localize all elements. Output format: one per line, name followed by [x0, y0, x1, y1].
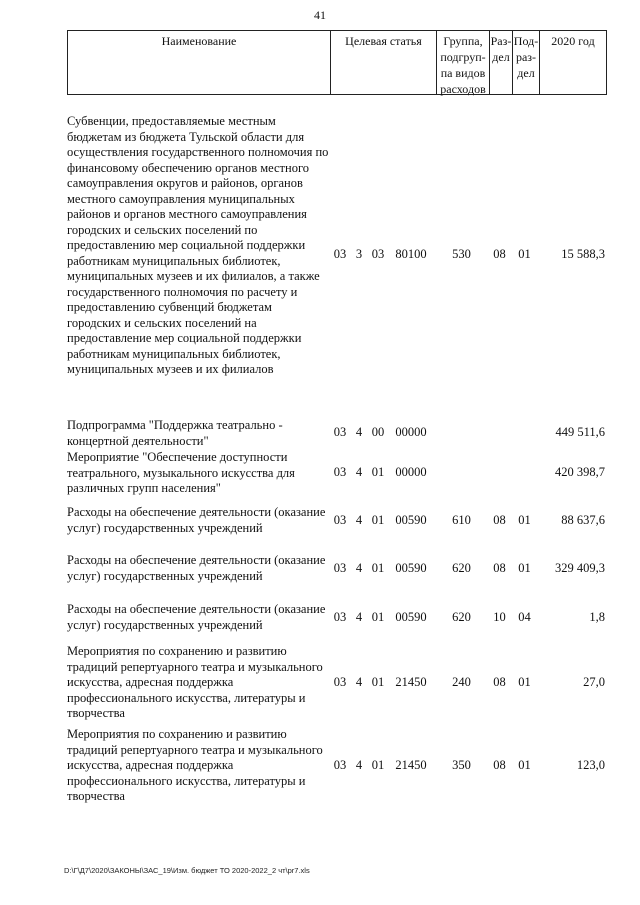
amount: 420 398,7	[555, 465, 605, 479]
target-code-program: 03	[333, 513, 347, 527]
header-target-article: Целевая статья	[330, 31, 436, 94]
subsection: 01	[518, 247, 531, 261]
table-row	[67, 114, 607, 404]
row-name: Мероприятия по сохранению и развитию традиций репертуарного театра и музыкального искусства, адресная поддержка профессионального искусства, литературы и творчества	[67, 727, 323, 803]
target-code-subprogram: 4	[355, 610, 363, 624]
header-group-line: подгруп-	[440, 50, 486, 64]
target-code-program: 03	[333, 247, 347, 261]
target-code-subprogram: 4	[355, 425, 363, 439]
subsection: 04	[518, 610, 531, 624]
amount: 123,0	[576, 758, 605, 772]
table-header	[67, 30, 607, 95]
row-name: Мероприятия по сохранению и развитию традиций репертуарного театра и музыкального искусства, адресная поддержка профессионального искусства, литературы и творчества	[67, 644, 323, 720]
amount: 15 588,3	[561, 247, 605, 261]
header-section-line: Раз-	[490, 34, 512, 48]
table-row	[67, 505, 607, 537]
header-subsection-line: раз-	[515, 50, 537, 64]
target-code-event: 01	[371, 561, 385, 575]
header-year: 2020 год	[539, 31, 606, 94]
target-code-program: 03	[333, 610, 347, 624]
target-code-direction: 80100	[395, 247, 427, 261]
expense-group: 620	[452, 561, 471, 575]
target-code-event: 00	[371, 425, 385, 439]
table-row	[67, 418, 607, 450]
section: 08	[493, 561, 506, 575]
section: 08	[493, 513, 506, 527]
row-name: Подпрограмма "Поддержка театрально - концертной деятельности"	[67, 418, 283, 448]
row-name: Расходы на обеспечение деятельности (оказание услуг) государственных учреждений	[67, 602, 326, 632]
target-code-event: 01	[371, 675, 385, 689]
table-row	[67, 553, 607, 585]
target-code-direction: 00590	[395, 610, 427, 624]
expense-group: 350	[452, 758, 471, 772]
row-name: Мероприятие "Обеспечение доступности театрального, музыкального искусства для различных групп населения"	[67, 450, 295, 495]
subsection: 01	[518, 758, 531, 772]
target-code-event: 01	[371, 513, 385, 527]
table-row	[67, 644, 607, 724]
row-name: Субвенции, предоставляемые местным бюджетам из бюджета Тульской области для осуществления государственного полномочия по финансовому обеспечению органов местного самоуправления округов и районов, органов местного самоуправления муниципальных районов и органов местного самоуправления городских и сельских поселений по предоставлению мер социальной поддержки работникам муниципальных библиотек, муниципальных музеев и их филиалов, а также государственного полномочия по расчету и предоставлению субвенций бюджетам городских и сельских поселений на предоставление мер социальной поддержки работникам муниципальных библиотек, муниципальных музеев и их филиалов	[67, 114, 329, 376]
target-code-direction: 00000	[395, 465, 427, 479]
target-code-subprogram: 4	[355, 513, 363, 527]
header-group-line: Группа,	[443, 34, 483, 48]
target-code-subprogram: 3	[355, 247, 363, 261]
header-name: Наименование	[161, 34, 237, 48]
header-section	[489, 31, 512, 94]
target-code-direction: 00000	[395, 425, 427, 439]
header-group-line: расходов	[440, 82, 486, 96]
target-code-direction: 00590	[395, 561, 427, 575]
target-code-program: 03	[333, 675, 347, 689]
page-number: 41	[314, 8, 326, 22]
target-code-program: 03	[333, 425, 347, 439]
target-code-subprogram: 4	[355, 465, 363, 479]
target-code-event: 01	[371, 758, 385, 772]
expense-group: 610	[452, 513, 471, 527]
header-group-line: па видов	[440, 66, 486, 80]
target-code-program: 03	[333, 465, 347, 479]
file-path-footer: D:\Г\Д7\2020\ЗАКОНЫ\ЗАС_19\Изм. бюджет ТО 2020-2022_2 чт\pr7.xls	[64, 866, 310, 875]
table-row	[67, 727, 607, 807]
target-code-direction: 21450	[395, 675, 427, 689]
section: 10	[493, 610, 506, 624]
header-subsection-line: дел	[517, 66, 535, 80]
header-section-line: дел	[492, 50, 510, 64]
expense-group: 620	[452, 610, 471, 624]
amount: 329 409,3	[555, 561, 605, 575]
target-code-program: 03	[333, 561, 347, 575]
subsection: 01	[518, 513, 531, 527]
target-code-event: 01	[371, 610, 385, 624]
row-name: Расходы на обеспечение деятельности (оказание услуг) государственных учреждений	[67, 553, 326, 583]
target-code-event: 01	[371, 465, 385, 479]
amount: 449 511,6	[555, 425, 605, 439]
section: 08	[493, 247, 506, 261]
header-expense-group	[436, 31, 489, 94]
target-code-direction: 00590	[395, 513, 427, 527]
target-code-subprogram: 4	[355, 675, 363, 689]
subsection: 01	[518, 561, 531, 575]
table-row	[67, 602, 607, 634]
header-subsection-line: Под-	[513, 34, 539, 48]
amount: 1,8	[589, 610, 605, 624]
target-code-program: 03	[333, 758, 347, 772]
header-subsection	[512, 31, 539, 94]
subsection: 01	[518, 675, 531, 689]
section: 08	[493, 758, 506, 772]
target-code-direction: 21450	[395, 758, 427, 772]
expense-group: 530	[452, 247, 471, 261]
table-row	[67, 450, 607, 498]
row-name: Расходы на обеспечение деятельности (оказание услуг) государственных учреждений	[67, 505, 326, 535]
amount: 27,0	[583, 675, 605, 689]
target-code-subprogram: 4	[355, 758, 363, 772]
amount: 88 637,6	[561, 513, 605, 527]
target-code-subprogram: 4	[355, 561, 363, 575]
expense-group: 240	[452, 675, 471, 689]
section: 08	[493, 675, 506, 689]
target-code-event: 03	[371, 247, 385, 261]
